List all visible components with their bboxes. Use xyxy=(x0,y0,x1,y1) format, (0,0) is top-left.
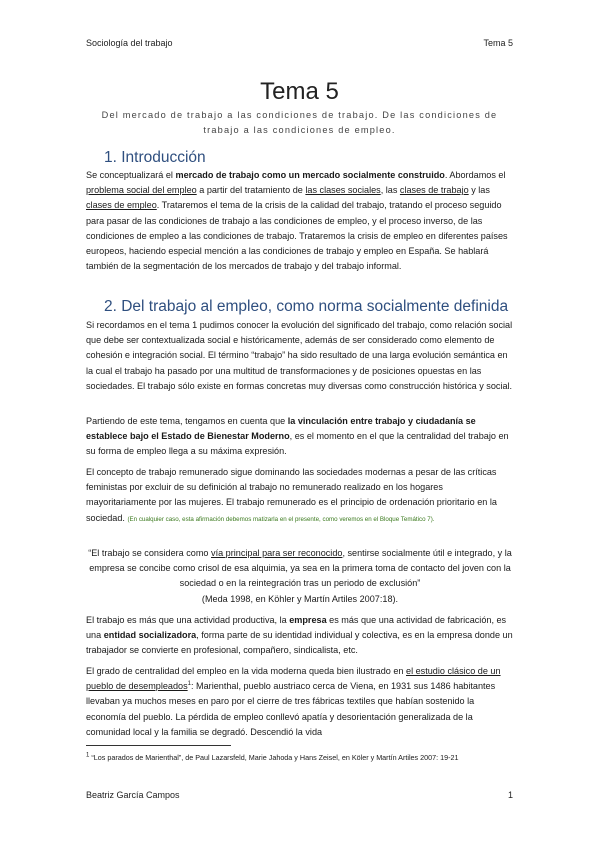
quote-citation: (Meda 1998, en Köhler y Martín Artiles 2007:18). xyxy=(201,593,399,604)
paragraph-introduccion: Se conceptualizará el mercado de trabajo como un mercado socialmente construido. Abordamos el problema social del empleo a partir del tratamiento de las clases sociales, las clases de trabajo y las clases de empleo. Trataremos el tema de la crisis de la calidad del trabajo, tratando el proceso seguido para pasar de las condiciones de trabajo a las condiciones de empleo, y el proceso inverso, de las condiciones de empleo a las condiciones de trabajo. Trataremos la crisis de empleo en diferentes países europeos, haciendo especial mención a las condiciones de trabajo y empleo en España. Se hablará también de la segmentación de los mercados de trabajo y del trabajo informal. xyxy=(86,170,508,272)
footer-author: Beatriz García Campos xyxy=(86,790,180,800)
section-heading-trabajo-empleo: 2. Del trabajo al empleo, como norma socialmente definida xyxy=(104,298,509,315)
running-header-course: Sociología del trabajo xyxy=(86,38,173,48)
paragraph-empresa: El trabajo es más que una actividad productiva, la empresa es más que una actividad de fabricación, es una entidad socializadora, forma parte de su identidad individual y colectiva, es en la empresa donde un trabajador se convierte en profesional, compañero, sindicalista, etc. xyxy=(86,615,513,656)
footnote-ref[interactable]: 1 xyxy=(187,681,191,688)
paragraph-marienthal: El grado de centralidad del empleo en la vida moderna queda bien ilustrado en el estudio clásico de un pueblo de desempleados$^1$: Marienthal, pueblo austriaco cerca de Viena, en 1931 sus 1486 habitantes llevaban ya muchos meses en paro por el cierre de tres fábricas textiles que habían sostenido la economía del pueblo. La pérdida de empleo conllevó apatía y desorientación generalizada de la comunidad local y la familia se degradó. Descendió la vida xyxy=(86,666,501,737)
running-header-topic: Tema 5 xyxy=(483,38,513,48)
page-number: 1 xyxy=(507,790,513,800)
footnote-divider xyxy=(86,745,231,746)
paragraph-vinculacion: Partiendo de este tema, tengamos en cuenta que la vinculación entre trabajo y ciudadanía se establece bajo el Estado de Bienestar Moderno, es el momento en el que la centralidad del trabajo en su forma de empleo llega a su máxima expresión. xyxy=(86,416,509,457)
paragraph-trabajo-remunerado: El concepto de trabajo remunerado sigue dominando las sociedades modernas a pesar de las críticas feministas por excluir de su definición al trabajo no remunerado realizado en los hogares mayoritariamente por las mujeres. El trabajo remunerado es el principio de ordenación prioritario en la sociedad. (En cualquier caso, esta afirmación debemos matizarla en el presente, como veremos en el Bloque Temático 7). xyxy=(86,467,497,523)
footnote: $^1$ “Los parados de Marienthal”, de Paul Lazarsfeld, Marie Jahoda y Hans Zeisel, en Köler y Martín Artiles 2007: 19-21 xyxy=(86,752,459,762)
page-subtitle: Del mercado de trabajo a las condiciones de trabajo. De las condiciones de trabajo a las condiciones de empleo. xyxy=(101,110,498,135)
page-title: Tema 5 xyxy=(260,78,339,105)
paragraph-significado-trabajo: Si recordamos en el tema 1 pudimos conocer la evolución del significado del trabajo, como relación social que debe ser contextualizada social e históricamente, además de ser considerado como elemento de cohesión e integración social. El término “trabajo” ha sido resultado de una larga evolución semántica en la cual el trabajo ha pasado por una multitud de transformaciones y de posiciones opuestas en las sociedades. El trabajo sólo existe en formas concretas muy diversas como construcción histórica y social. xyxy=(86,320,513,391)
block-quote: “El trabajo se considera como vía principal para ser reconocido, sentirse socialmente útil e integrado, y la empresa se concibe como crisol de esa alquimia, ya sea en la primera toma de contacto del joven con la sociedad o en la reintegración tras un periodo de exclusión” (Meda 1998, en Köhler y Martín Artiles 2007:18). xyxy=(88,548,512,604)
section-heading-introduccion: 1. Introducción xyxy=(104,149,206,166)
